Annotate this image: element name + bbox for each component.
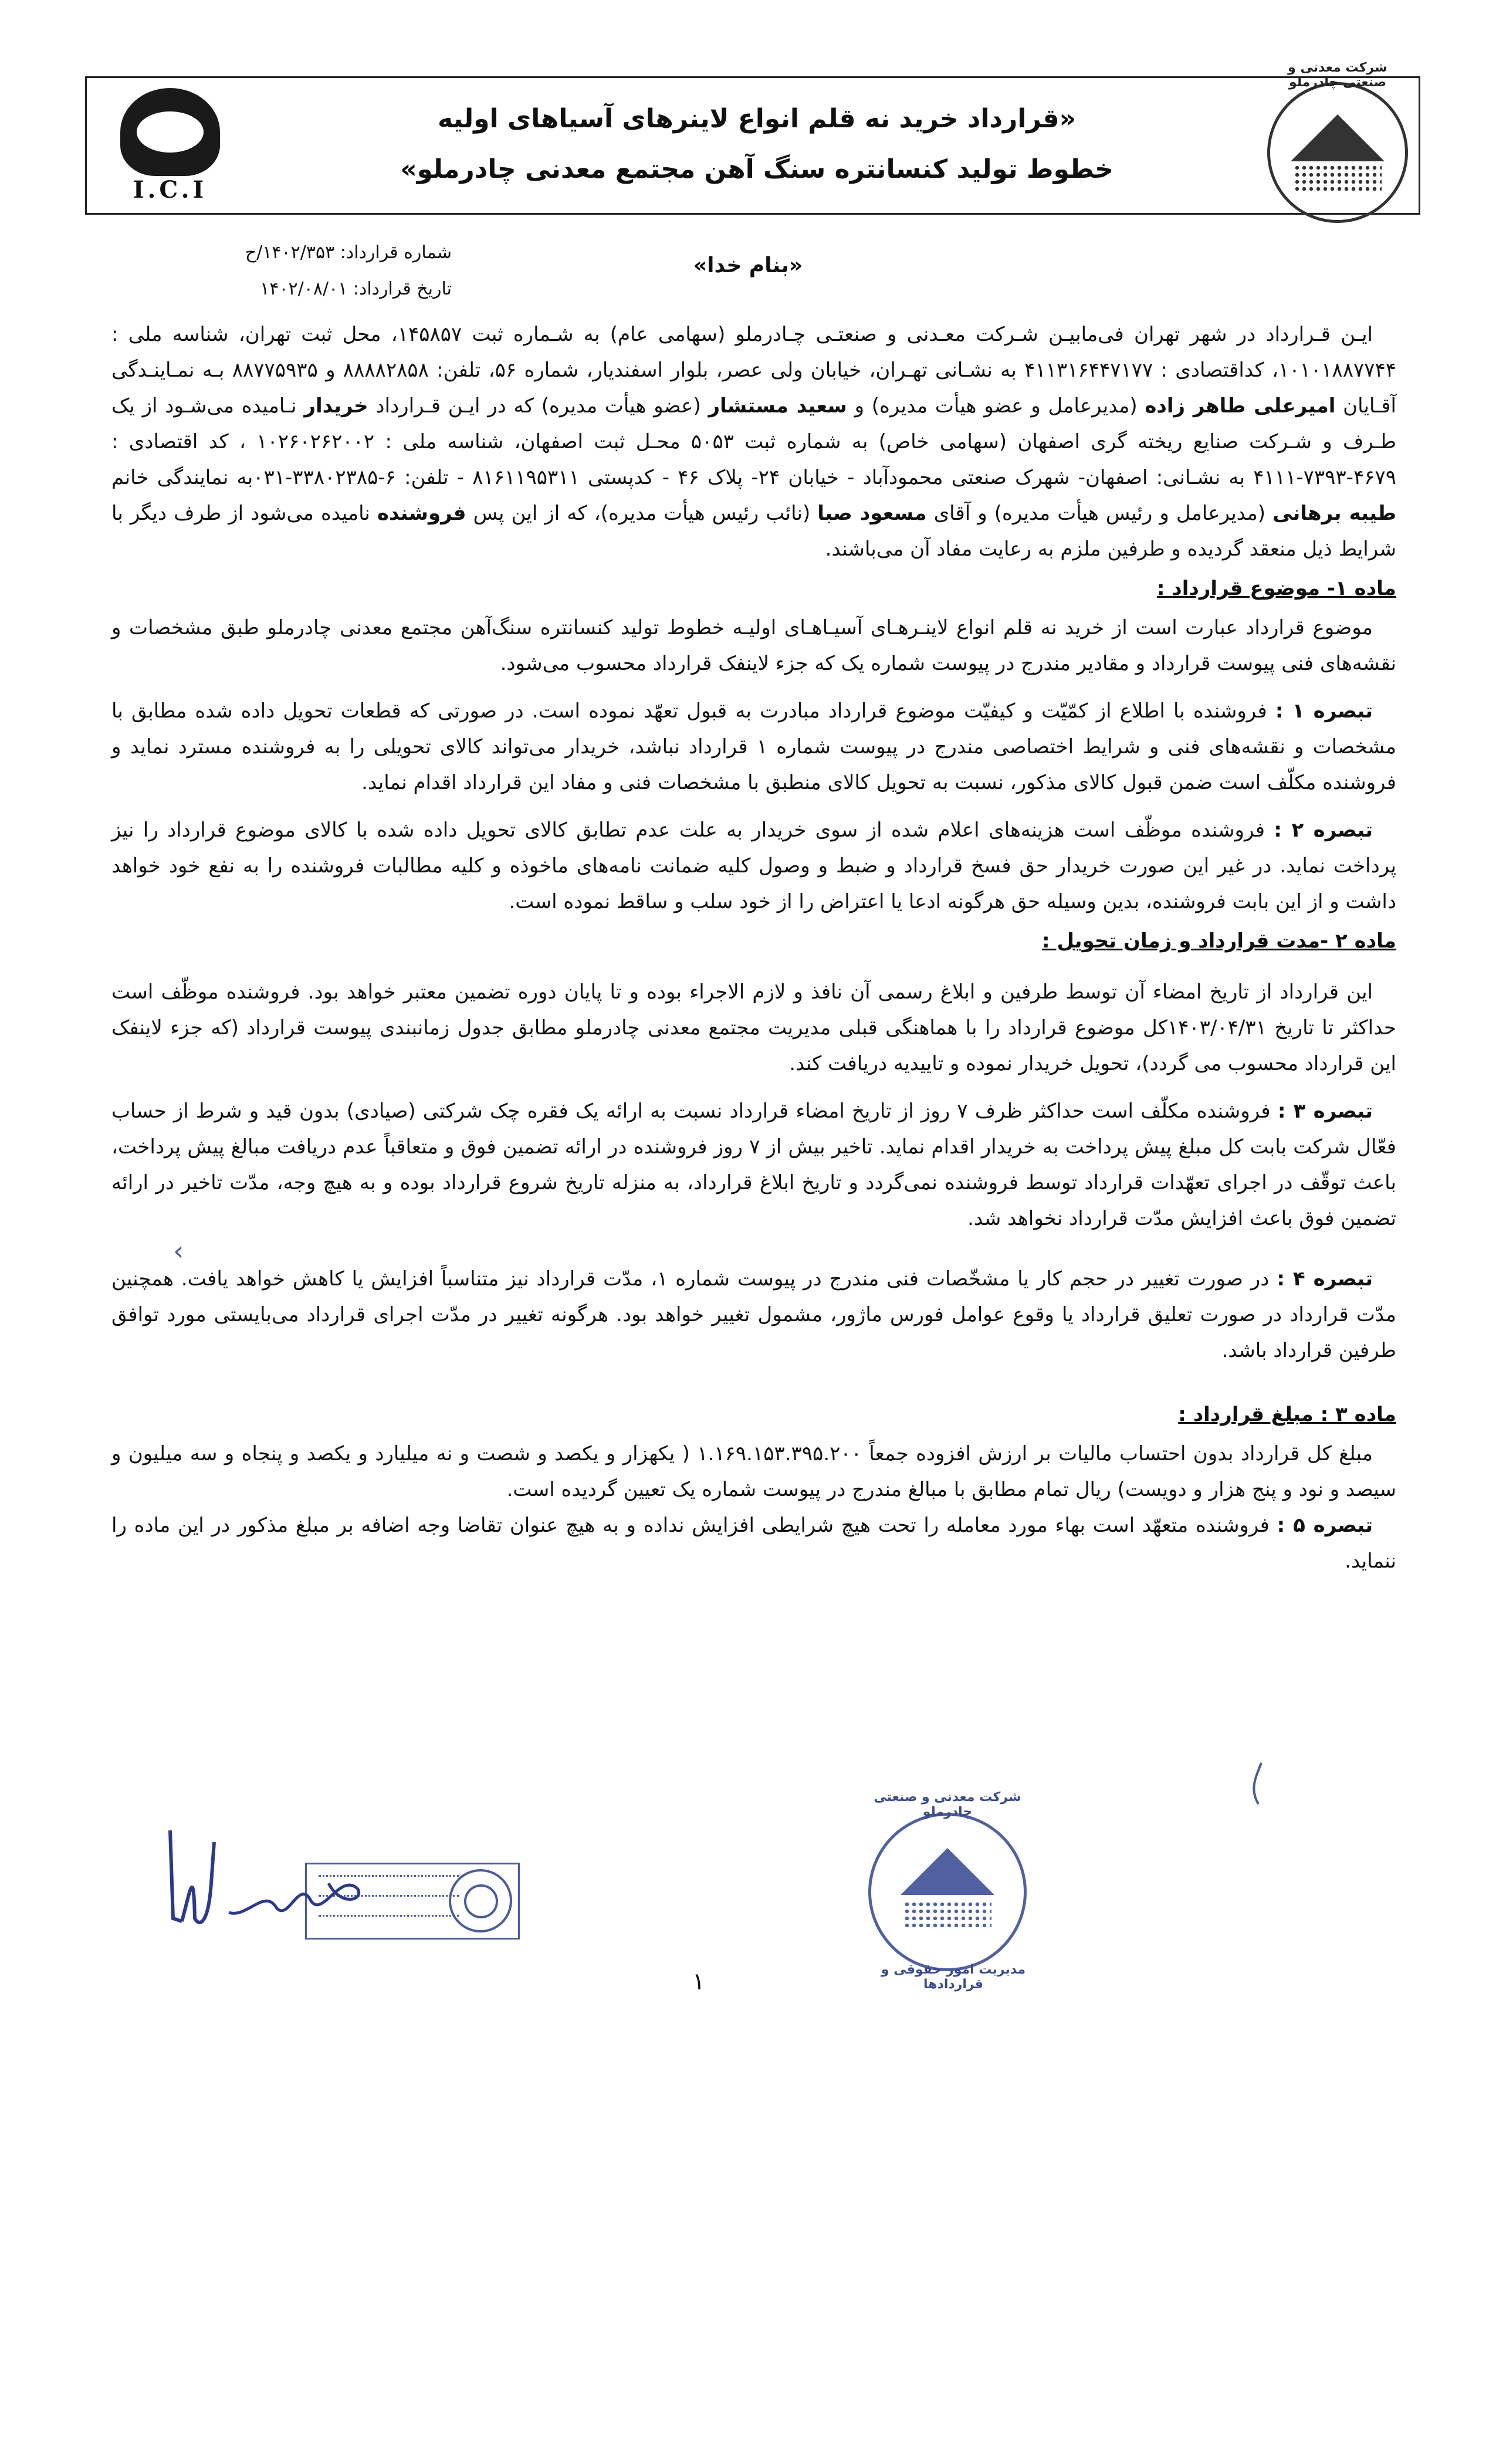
party-name-2: سعید مستشار [708, 394, 847, 418]
intro-text-4: نـامیده می‌شـود از یک طـرف و شـرکت صنایع ریخته گری اصفهان (سهامی خاص) به شماره ثبت ۵۰۵۳ محـل ثبت اصفهان، شناسه ملی : ۱۰۲۶۰۲۶۲۰۰۲ ، کد اقتصادی : ۴۶۷۹-۷۳۹۳-۴۱۱۱ به نشـانی: اصفهان- شهرک صنعتی محمودآباد - خیابان ۲۴- پلاک ۴۶ - کدپستی ۸۱۶۱۱۹۵۳۱۱ - تلفن: ۶-۳۳۸۰۲۳۸۵-۰۳۱به نمایندگی خانم [111, 394, 1397, 489]
basmala: «بنام خدا» [693, 253, 803, 277]
article-2-text: این قرارداد از تاریخ امضاء آن توسط طرفین و ابلاغ رسمی آن نافذ و لازم الاجراء بوده و تا پایان دوره تضمین معتبر خواهد بود. فروشنده موظّف است حداکثر تا تاریخ ۱۴۰۳/۰۴/۳۱کل موضوع قرارداد را با هماهنگی قبلی مدیریت مجتمع معدنی چادرملو مطابق جدول زمانبندی پیوست قرارداد (که جزء لاینفک این قرارداد محسوب می گردد)، تحویل خریدار نموده و تاییدیه دریافت کند. [111, 980, 1396, 1075]
note-1-label: تبصره ۱ : [1275, 699, 1373, 723]
note-1-text: فروشنده با اطلاع از کمّیّت و کیفیّت موضوع قرارداد مبادرت به قبول تعهّد نموده است. در صورتی که قطعات تحویل داده شده مطابق با مشخصات و نقشه‌های فنی و شرایط اختصاصی مندرج در پیوست شماره ۱ قرارداد نباشد، خریدار می‌تواند کالای تحویلی را به فروشنده مسترد نماید و فروشنده مکلّف است ضمن قبول کالای مذکور، نسبت به تحویل کالای منطبق با مشخصات فنی و مفاد این قرارداد اقدام نماید. [111, 699, 1396, 794]
seller-stamp-emblem-icon [449, 1869, 512, 1932]
note-3-label: تبصره ۳ : [1277, 1099, 1373, 1123]
intro-text-6: (نائب رئیس هیأت مدیره)، که از این پس [473, 502, 811, 525]
note-4 [111, 1261, 1396, 1369]
stamp-mountain-icon [901, 1848, 994, 1895]
pen-stroke-mark [1238, 1760, 1273, 1807]
ore-dots-icon [1294, 164, 1382, 194]
party-name-4: مسعود صبا [817, 502, 927, 525]
intro-text-5: (مدیرعامل و رئیس هیأت مدیره) و آقای [933, 502, 1265, 525]
blank-area-below-page [0, 2089, 1496, 2464]
article-2-heading: ماده ۲ -مدت قرارداد و زمان تحویل : [1042, 929, 1396, 953]
article-3-text: مبلغ کل قرارداد بدون احتساب مالیات بر ارزش افزوده جمعاً ۱.۱۶۹.۱۵۳.۳۹۵.۲۰۰ ( یکهزار و یکصد و شصت و نه میلیارد و یکصد و پنجاه و سه میلیون و سیصد و نود و پنج هزار و دویست) ریال تمام مطابق با مبالغ مندرج در پیوست شماره یک تعیین گردیده است. [111, 1442, 1396, 1501]
article-3-heading: ماده ۳ : مبلغ قرارداد : [1178, 1403, 1396, 1426]
buyer-term: خریدار [304, 394, 368, 418]
ici-logo [94, 82, 246, 205]
contract-info [170, 235, 452, 307]
article-1-heading: ماده ۱- موضوع قرارداد : [1156, 577, 1396, 600]
contract-date: تاریخ قرارداد: ۱۴۰۲/۰۸/۰۱ [260, 279, 452, 299]
note-5-text: فروشنده متعهّد است بهاء مورد معامله را تحت هیچ شرایطی افزایش نداده و به هیچ عنوان تقاضا وجه اضافه بر مبلغ مذکور در این ماده را ننماید. [111, 1514, 1396, 1573]
intro-text-1: ایـن قـرارداد در شهر تهران فی‌مابیـن شـرکت معـدنی و صنعتـی چـادرملو (سهامی عام) به شـماره ثبت ۱۴۵۸۵۷، محل ثبت تهران، شناسه ملی : ۱۰۱۰۱۸۸۷۷۴۴، کداقتصادی : ۴۱۱۳۱۶۴۴۷۱۷۷ به نشـانی تهـران، خیابان ولی عصر، بلوار اسفندیار، شماره ۵۶، تلفن: ۸۸۸۸۲۸۵۸ و ۸۸۷۷۵۹۳۵ بـه نمـاینـدگی آقـایان [111, 323, 1397, 418]
article-1-text: موضوع قرارداد عبارت است از خرید نه قلم انواع لاینـرهـای آسیـاهـای اولیـه خطوط تولید کنسانتره سنگ‌آهن مجتمع معدنی چادرملو طبق مشخصات و نقشه‌های فنی پیوست قرارداد و مقادیر مندرج در پیوست شماره یک که جزء لاینفک قرارداد محسوب می‌شود. [111, 616, 1396, 675]
note-2 [111, 813, 1396, 920]
intro-text-7: نامیده می‌شود از طرف دیگر با شرایط ذیل منعقد گردیده و طرفین ملزم به رعایت مفاد آن می‌باشند. [111, 502, 1396, 561]
intro-text-3: (عضو هیأت مدیره) که در ایـن قـرارداد [375, 394, 701, 418]
ici-emblem-icon [120, 88, 220, 176]
contract-number: شماره قرارداد: ۱۴۰۲/۳۵۳/ح [245, 242, 452, 263]
note-4-text: در صورت تغییر در حجم کار یا مشخّصات فنی مندرج در پیوست شماره ۱، مدّت قرارداد نیز متناسباً افزایش یا کاهش خواهد یافت. همچنین مدّت قرارداد در صورت تعلیق قرارداد یا وقوع عوامل فورس ماژور، مشمول تغییر خواهد بود. هرگونه تغییر در مدّت اجرای قرارداد می‌بایستی مورد توافق طرفین قرارداد باشد. [111, 1267, 1396, 1362]
mountain-icon [1291, 114, 1385, 161]
intro-paragraph [111, 317, 1396, 567]
company-stamp [868, 1790, 1027, 1992]
party-name-3: طیبه برهانی [1272, 502, 1396, 525]
intro-text-2: (مدیرعامل و عضو هیأت مدیره) و [854, 394, 1138, 418]
party-name-1: امیرعلی طاهر زاده [1145, 394, 1336, 418]
stamp-top-text: شرکت معدنی و صنعتی چادرملو [874, 1790, 1021, 1819]
page-number: ۱ [692, 1968, 705, 1995]
seller-term: فروشنده [377, 502, 466, 525]
note-2-text: فروشنده موظّف است هزینه‌های اعلام شده از سوی خریدار به علت عدم تطابق کالای تحویل داده شده با کالای موضوع قرارداد را نیز پرداخت نماید. در غیر این صورت خریدار حق فسخ قرارداد و ضبط و وصول کلیه ضمانت نامه‌های ماخوذه و کلیه مطالبات فروشنده را به نفع خود خواهد داشت و از این بابت فروشنده، بدین وسیله حق هرگونه ادعا یا اعتراض را از خود سلب و ساقط نموده است. [111, 818, 1396, 913]
signature-1 [158, 1819, 223, 1936]
contract-body [111, 317, 1396, 1579]
note-3 [111, 1094, 1396, 1237]
signature-2 [223, 1866, 375, 1930]
stamp-bottom-text: مدیریت امور حقوقی و قراردادها [881, 1962, 1026, 1992]
note-4-label: تبصره ۴ : [1277, 1267, 1373, 1291]
title-line-2: خطوط تولید کنسانتره سنگ آهن مجتمع معدنی چادرملو» [400, 154, 1113, 184]
note-3-text: فروشنده مکلّف است حداکثر ظرف ۷ روز از تاریخ امضاء قرارداد نسبت به ارائه یک فقره چک شرکتی (صیادی) بدون قید و شرط از حساب فعّال شرکت بابت کل مبلغ پیش پرداخت به خریدار اقدام نماید. تاخیر بیش از ۷ روز فروشنده در ارائه تضمین فوق و متعاقباً عدم دریافت مبالغ پیش پرداخت، باعث توقّف در اجرای تعهّدات قرارداد توسط فروشنده نمی‌گردد و تاریخ ابلاغ قرارداد، به منزله تاریخ شروع قرارداد بوده و به هیچ وجه، مدّت تاخیر در ارائه تضمین فوق باعث افزایش مدّت قرارداد نخواهد شد. [111, 1099, 1397, 1230]
margin-pen-mark: ‹ [173, 1235, 184, 1267]
note-5-label: تبصره ۵ : [1277, 1514, 1373, 1537]
note-5 [111, 1508, 1396, 1579]
contract-title [323, 94, 1191, 195]
chadormalu-logo-text: شرکت معدنی و صنعتی چادرملو [1288, 60, 1387, 90]
stamp-dots-icon [903, 1901, 991, 1930]
note-2-label: تبصره ۲ : [1274, 818, 1373, 842]
chadormalu-logo [1267, 60, 1408, 223]
note-1 [111, 693, 1396, 801]
title-line-1: «قرارداد خرید نه قلم انواع لاینرهای آسیاهای اولیه [437, 104, 1077, 134]
ici-logo-text: I.C.I [133, 176, 208, 204]
